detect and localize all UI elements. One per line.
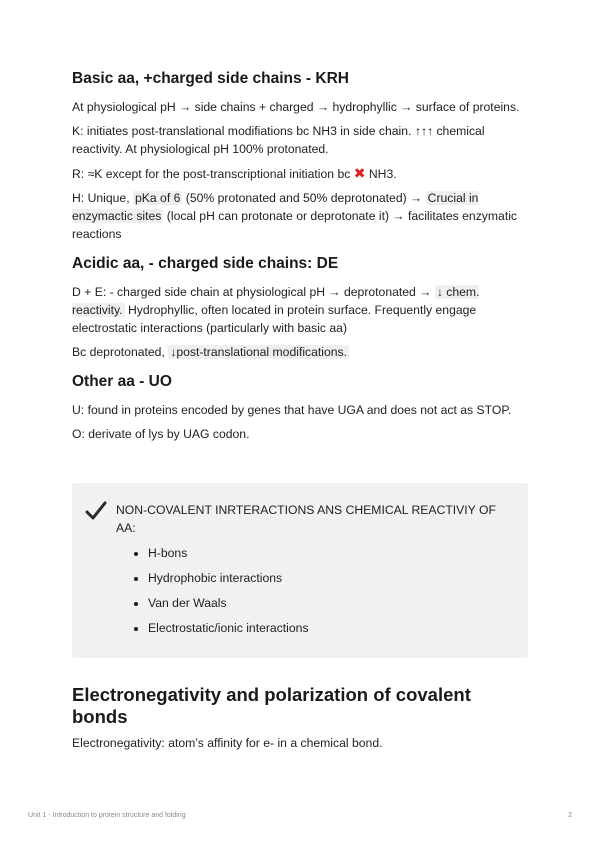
list-item: • Hydrophobic interactions (148, 569, 508, 587)
paragraph-basic-3-text: R: ≈K except for the post-transcriptional initiation bc (72, 167, 351, 181)
cross-mark-icon: ✖ (353, 165, 366, 181)
callout-title: NON-COVALENT INRTERACTIONS ANS CHEMICAL REACTIVIY OF AA: (116, 503, 496, 535)
list-item: • Electrostatic/ionic interactions (148, 619, 508, 637)
heading-acidic-aa: Acidic aa, - charged side chains: DE (72, 255, 339, 272)
callout-box (72, 483, 528, 658)
paragraph-basic-4-tail: (local pH can protonate or deprotonate it) → facilitates enzymatic reactions (72, 209, 518, 241)
paragraph-electronegativity: Electronegativity: atom’s affinity for e- in a chemical bond. (72, 736, 383, 750)
section-other-aa (72, 371, 528, 443)
heading-basic-aa: Basic aa, +charged side chains - KRH (72, 70, 349, 87)
paragraph-acidic-1-tail: Hydrophyllic, often located in protein surface. Frequently engage electrostatic interactions (particularly with basic aa) (72, 303, 477, 335)
paragraph-basic-3 (72, 164, 528, 183)
section-basic-aa (72, 68, 528, 243)
paragraph-acidic-2 (72, 343, 528, 361)
page-number: 2 (568, 812, 572, 819)
list-item: • H-bons (148, 544, 508, 562)
paragraph-other-2: O: derivate of lys by UAG codon. (72, 427, 250, 441)
highlight-pka: pKa of 6 (134, 191, 181, 205)
heading-electronegativity: Electronegativity and polarization of covalent bonds (72, 684, 471, 727)
callout-list (84, 544, 508, 637)
paragraph-acidic-1 (72, 283, 528, 337)
paragraph-basic-4 (72, 189, 528, 243)
paragraph-basic-3-tail: NH3. (368, 167, 397, 181)
paragraph-acidic-2-text: Bc deprotonated, (72, 345, 165, 359)
heading-other-aa: Other aa - UO (72, 373, 172, 390)
highlight-chem-reactivity: ↓ chem. reactivity. (72, 285, 480, 317)
list-item: • Van der Waals (148, 594, 508, 612)
paragraph-other-1: U: found in proteins encoded by genes that have UGA and does not act as STOP. (72, 403, 512, 417)
paragraph-acidic-1-text: D + E: - charged side chain at physiological pH → deprotonated → (72, 285, 432, 299)
paragraph-basic-4-lead: H: Unique, (72, 191, 130, 205)
section-electronegativity (72, 684, 528, 752)
check-icon (84, 499, 108, 523)
paragraph-basic-1: At physiological pH → side chains + charged → hydrophyllic → surface of proteins. (72, 100, 520, 114)
footer-title: Unit 1 - Introduction to protein structure and folding (28, 812, 186, 819)
page-footer (28, 812, 572, 819)
highlight-enzymatic-sites: Crucial in enzymactic sites (72, 191, 479, 223)
paragraph-basic-2: K: initiates post-translational modifiations bc NH3 in side chain. ↑↑↑ chemical reactivity. At physiological pH 100% protonated. (72, 124, 485, 156)
paragraph-basic-4-mid: (50% protonated and 50% deprotonated) → (185, 191, 423, 205)
section-acidic-aa (72, 253, 528, 361)
highlight-ptm: ↓post-translational modifications. (170, 345, 348, 359)
page-content (72, 68, 528, 762)
